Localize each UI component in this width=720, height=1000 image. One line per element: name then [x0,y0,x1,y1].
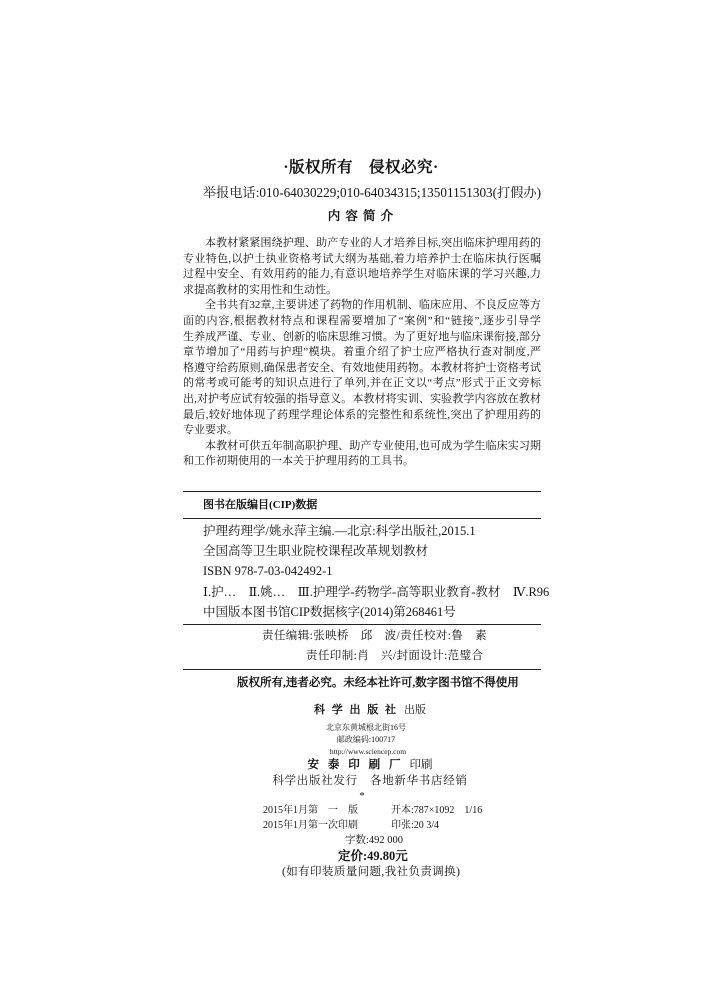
publisher-line [220,703,520,717]
quality-note: (如有印装质量问题,我社负责调换) [282,866,461,878]
rights-statement: 版权所有,违者必究。未经本社许可,数字图书馆不得使用 [237,677,519,689]
cip-line: ISBN 978-7-03-042492-1 [203,564,333,579]
word-count: 字数:492 000 [345,835,404,846]
asterisk-divider: * [359,790,365,802]
book-format: 开本:787×1092 1/16 [391,805,483,816]
publisher-address: 北京东黄城根北街16号 [326,723,406,732]
summary-line: 过程中安全、有效用药的能力,有意识地培养学生对临床课的学习兴趣,力 [183,268,541,281]
cip-line: 中国版本图书馆CIP数据核字(2014)第268461号 [203,604,456,619]
production-credits: 责任印制:肖 兴/封面设计:范璧合 [306,650,484,662]
summary-line: 专业要求。 [183,424,238,437]
cip-line: 护理药理学/姚永萍主编.—北京:科学出版社,2015.1 [203,524,476,538]
imprint-row-edition [263,804,523,818]
printer-name: 安 泰 印 刷 厂 [307,759,404,771]
edition-date: 2015年1月第 一 版 [263,805,358,816]
publisher-role: 出版 [404,704,426,716]
imprint-row-printing [263,819,523,833]
summary-line: 全书共有32章,主要讲述了药物的作用机制、临床应用、不良反应等方 [205,299,541,312]
summary-line: 专业特色,以护士执业资格考试大纲为基础,着力培养护士在临床执行医嘱 [183,252,541,265]
cip-line: 全国高等卫生职业院校课程改革规划教材 [203,544,429,559]
summary-line: 求提高教材的实用性和生动性。 [183,283,337,296]
printer-role: 印刷 [409,759,433,771]
copyright-notice: ·版权所有 侵权必究· [283,159,439,176]
book-price: 定价:49.80元 [338,849,408,863]
cip-data [203,521,549,622]
publisher-website: http://www.sciencep.com [329,747,407,756]
summary-title: 内 容 简 介 [327,209,395,223]
distribution-line: 科学出版社发行 各地新华书店经销 [272,775,468,787]
publisher-postcode: 邮政编码:100717 [336,735,396,744]
summary-body [183,236,541,470]
printed-sheets: 印张:20 3/4 [391,820,440,831]
editing-credits: 责任编辑:张映桥 邱 波/责任校对:鲁 素 [262,630,487,642]
summary-line: 和工作初期使用的一本关于护理用药的工具书。 [183,455,414,468]
publisher-name: 科 学 出 版 社 [314,704,398,716]
divider-rule [183,624,541,625]
summary-line: 格遵守给药原则,确保患者安全、有效地使用药物。本教材将护士资格考试 [183,361,541,374]
summary-line: 生养成严谨、专业、创新的临床思维习惯。为了更好地与临床课衔接,部分 [183,330,541,343]
divider-rule [183,669,541,670]
cip-heading: 图书在版编目(CIP)数据 [203,499,318,511]
divider-rule [183,491,541,492]
divider-rule [183,518,541,519]
summary-line: 章节增加了“用药与护理”模块。着重介绍了护士应严格执行查对制度,严 [183,346,541,359]
summary-line: 最后,较好地体现了药理学理论体系的完整性和系统性,突出了护理用药的 [183,408,541,421]
summary-line: 出,对护考应试有较强的指导意义。本教材将实训、实验教学内容放在教材 [183,392,541,405]
printer-line [220,758,520,772]
report-phone: 举报电话:010-64030229;010-64034315;13501151303(打假办) [203,185,541,200]
cip-line: Ⅰ.护… Ⅱ.姚… Ⅲ.护理学-药物学-高等职业教育-教材 Ⅳ.R96 [203,584,550,599]
summary-line: 本教材可供五年制高职护理、助产专业使用,也可成为学生临床实习期 [205,439,541,452]
summary-line: 面的内容,根据教材特点和课程需要增加了“案例”和“链接”,逐步引导学 [183,314,541,327]
printing-date: 2015年1月第一次印刷 [263,820,358,831]
summary-line: 本教材紧紧围绕护理、助产专业的人才培养目标,突出临床护理用药的 [205,237,541,249]
summary-line: 的常考或可能考的知识点进行了单列,并在正文以“考点”形式于正文旁标 [183,377,541,390]
